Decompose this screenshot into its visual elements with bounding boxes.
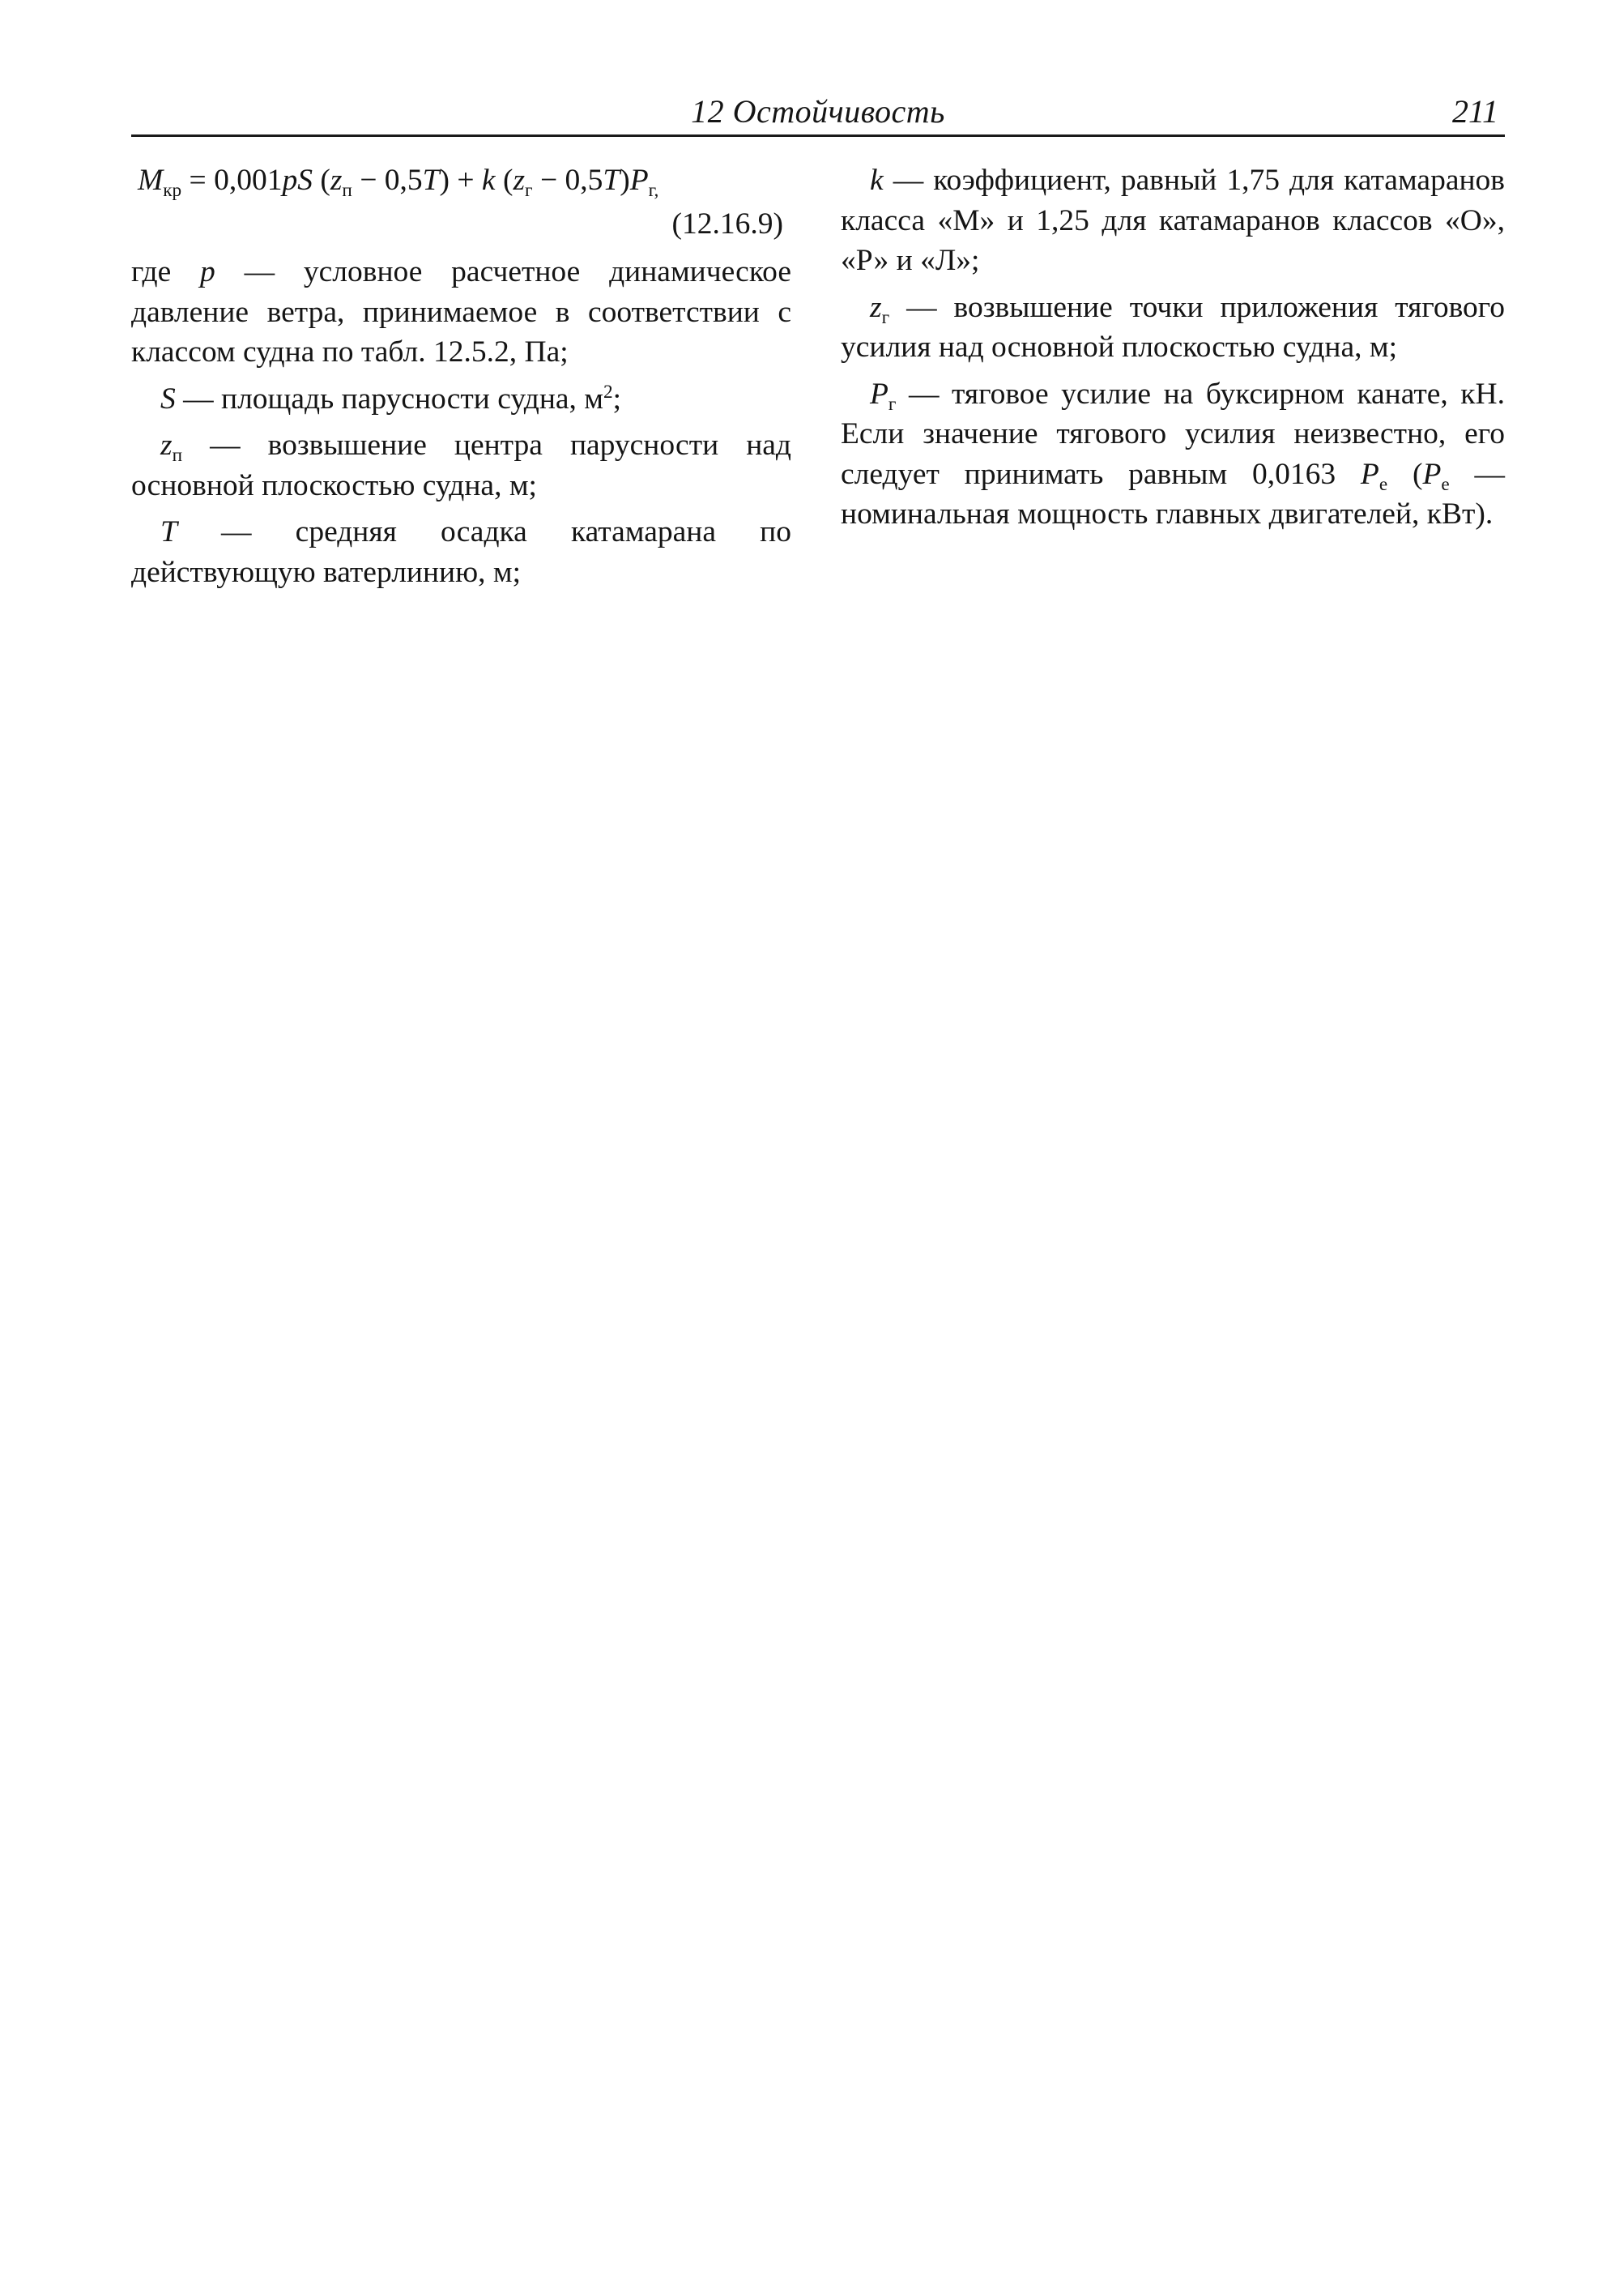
formula-mid1: − 0,5	[352, 164, 423, 197]
formula-z1-sub: п	[342, 180, 352, 202]
formula-eq-part1: = 0,001	[181, 164, 283, 197]
definition-S	[131, 379, 791, 420]
definition-p	[131, 252, 791, 373]
definition-p-text: — условное расчетное динамическое давление ветра, принимаемое в соответствии с классом судна по табл. 12.5.2, Па;	[131, 255, 791, 369]
formula-P-sub: г,	[648, 180, 659, 202]
definition-Pe-sub: e	[1379, 473, 1388, 495]
section-title: 12 Остойчивость	[691, 93, 945, 130]
definition-p-symbol: p	[200, 255, 215, 288]
definition-zp	[131, 425, 791, 506]
formula-z2-sub: г	[525, 180, 533, 202]
definition-T	[131, 512, 791, 592]
formula-p: p	[282, 164, 298, 197]
page-number: 211	[1451, 93, 1498, 130]
formula-k: k	[481, 164, 496, 197]
formula-z1: z	[330, 164, 343, 197]
definition-zg	[841, 288, 1505, 368]
formula-P: P	[629, 164, 649, 197]
formula-M: M	[138, 164, 164, 197]
formula-S: S	[297, 164, 313, 197]
definition-zg-symbol: z	[870, 290, 882, 324]
definition-Pe2-sub: e	[1441, 473, 1450, 495]
running-header	[131, 91, 1505, 139]
header-rule	[131, 134, 1505, 137]
definition-zp-text: — возвышение центра парусности над основной плоскостью судна, м;	[131, 429, 791, 502]
definition-T-symbol: T	[160, 515, 177, 548]
definition-T-text: — средняя осадка катамарана по действующую ватерлинию, м;	[131, 515, 791, 589]
formula-close2: )	[620, 164, 630, 197]
formula-z2: z	[513, 164, 526, 197]
definition-k-text: — коэффициент, равный 1,75 для катамаранов класса «М» и 1,25 для катамаранов классов «О», «Р» и «Л»;	[841, 164, 1505, 277]
formula-12-16-9	[131, 160, 791, 201]
definition-Pg-symbol: P	[870, 377, 888, 411]
formula-open1: (	[312, 164, 330, 197]
definition-zp-sub: п	[172, 445, 183, 467]
equation-number: (12.16.9)	[671, 207, 783, 241]
right-column	[841, 160, 1505, 535]
formula-open2: (	[495, 164, 513, 197]
definition-k-symbol: k	[870, 164, 884, 197]
definition-zp-symbol: z	[160, 429, 173, 462]
definition-Pg-text3: — номинальная мощность главных двигателей, кВт).	[841, 457, 1505, 531]
definition-S-tail: ;	[612, 382, 622, 416]
definition-k	[841, 160, 1505, 281]
definition-Pe-symbol: P	[1360, 457, 1379, 491]
definition-S-sup: 2	[603, 381, 613, 403]
definition-Pg-text1: — тяговое усилие на буксирном канате, кН. Если значение тягового усилия неизвестно, его следует принимать равным 0,0163	[841, 377, 1505, 491]
formula-T1: T	[422, 164, 440, 197]
definition-p-lead: где	[131, 255, 201, 288]
definition-S-symbol: S	[160, 382, 176, 416]
formula-T2: T	[603, 164, 620, 197]
formula-mid2: − 0,5	[532, 164, 603, 197]
definition-Pg-sub: г	[888, 393, 897, 415]
formula-M-sub: кр	[163, 180, 182, 202]
formula-close1: ) +	[439, 164, 482, 197]
definition-Pg-text2: (	[1387, 457, 1423, 491]
definition-zg-text: — возвышение точки приложения тягового усилия над основной плоскостью судна, м;	[841, 290, 1505, 364]
definition-zg-sub: г	[881, 306, 890, 328]
definition-Pg	[841, 374, 1505, 535]
definition-Pe2-symbol: P	[1422, 457, 1442, 491]
left-column	[131, 160, 791, 592]
definition-S-text: — площадь парусности судна, м	[175, 382, 604, 416]
